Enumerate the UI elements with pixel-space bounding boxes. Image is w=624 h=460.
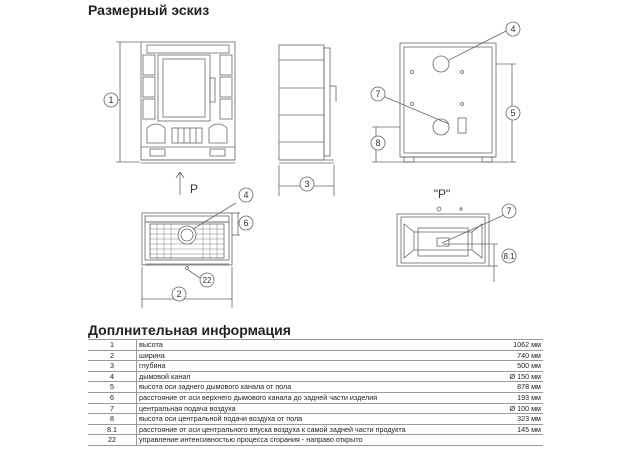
front-view [104,42,235,163]
arrow-p [176,172,184,195]
row-description: расстояние от оси верхнего дымового канала до задней части изделия [137,392,482,403]
callout-6: 6 [243,218,249,228]
row-description: управление интенсивностью процесса сгорания - направо открыто [137,435,482,446]
callout-5: 5 [510,108,516,118]
callout-7-back: 7 [375,89,381,99]
row-value: Ø 150 мм [481,371,543,382]
top-view [142,188,253,308]
view-p [397,204,516,282]
callout-22: 22 [202,276,212,285]
row-number: 2 [88,350,137,361]
row-number: 7 [88,403,137,414]
arrow-p-label: P [189,182,199,196]
row-value: 1062 мм [481,340,543,351]
sketch-title: Размерный эскиз [88,2,210,18]
row-value: 323 мм [481,414,543,425]
row-value: 740 мм [481,350,543,361]
table-row [88,361,543,372]
row-value: 500 мм [481,361,543,372]
table-row [88,371,543,382]
row-description: дымовой канал [137,371,482,382]
row-description: расстояние от оси центрального впуска воздуха к самой задней части продукта [137,424,482,435]
table-row [88,382,543,393]
row-number: 5 [88,382,137,393]
row-value: Ø 100 мм [481,403,543,414]
table-row [88,340,543,351]
callout-8: 8 [375,138,381,148]
table-row [88,392,543,403]
row-number: 4 [88,371,137,382]
row-number: 8.1 [88,424,137,435]
row-number: 6 [88,392,137,403]
row-value: 145 мм [481,424,543,435]
row-description: высота оси центральной подачи воздуха от пола [137,414,482,425]
table-row [88,414,543,425]
callout-4-back: 4 [510,24,516,34]
back-view [371,22,520,162]
info-table [88,339,543,446]
row-number: 8 [88,414,137,425]
callout-1: 1 [108,95,114,105]
table-row [88,424,543,435]
side-view [279,45,336,196]
row-value [481,435,543,446]
row-description: центральная подача воздуха [137,403,482,414]
callout-3: 3 [304,179,310,189]
row-description: глубина [137,361,482,372]
row-description: высота оси заднего дымового канала от пола [137,382,482,393]
callout-7-view: 7 [506,206,512,216]
table-row [88,350,543,361]
row-value: 878 мм [481,382,543,393]
table-row [88,435,543,446]
row-description: ширина [137,350,482,361]
row-description: высота [137,340,482,351]
row-number: 22 [88,435,137,446]
callout-2: 2 [176,289,182,299]
row-number: 3 [88,361,137,372]
view-p-label: "P" [433,187,451,201]
row-value: 193 мм [481,392,543,403]
callout-4-top: 4 [243,190,249,200]
callout-8-1: 8.1 [503,252,515,261]
info-title: Доплнительная информация [88,322,291,338]
row-number: 1 [88,340,137,351]
table-row [88,403,543,414]
